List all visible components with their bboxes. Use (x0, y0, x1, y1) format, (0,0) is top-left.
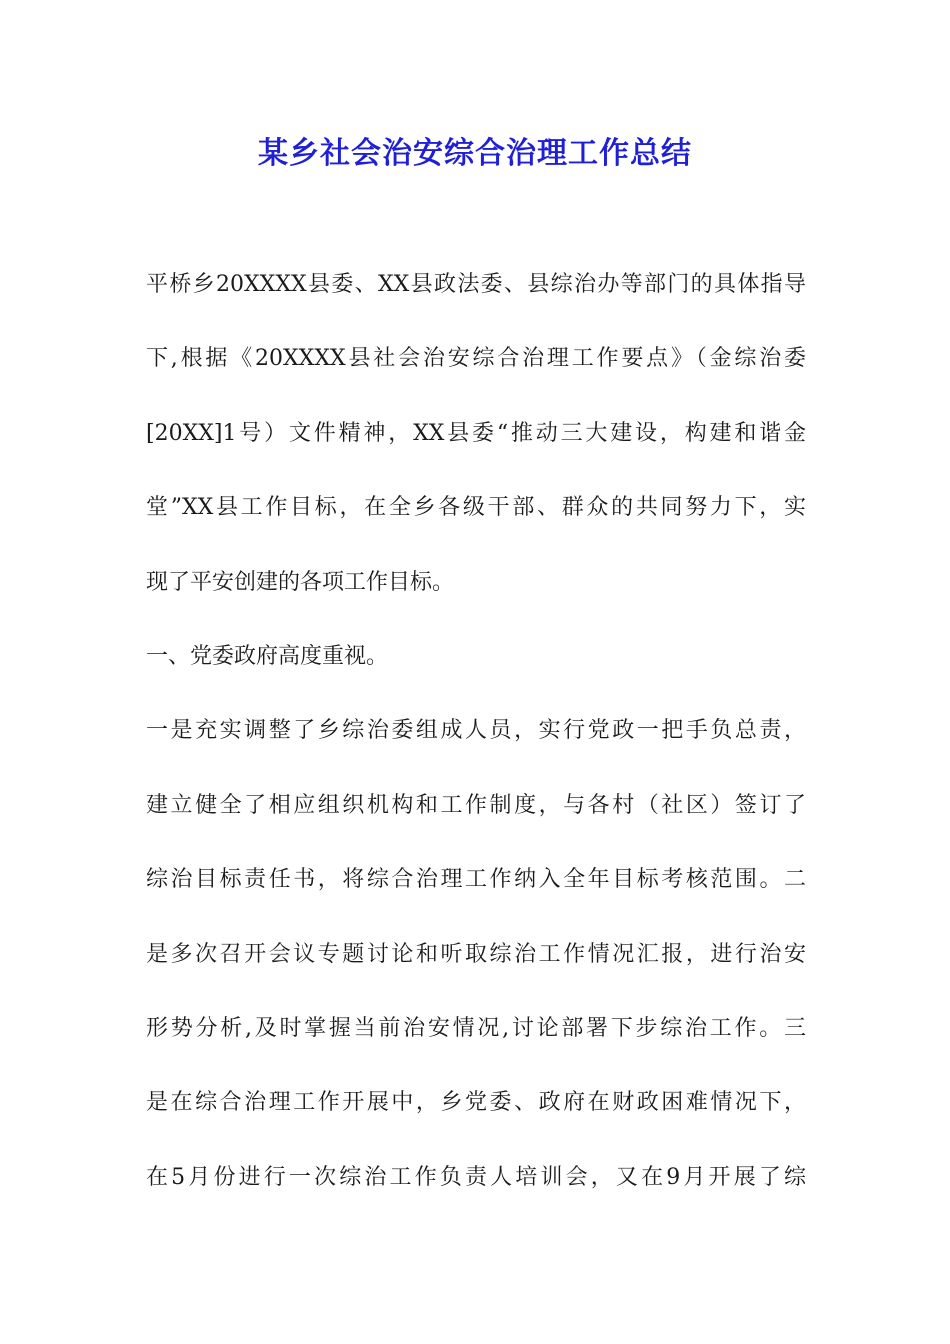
paragraph-line: 形势分析,及时掌握当前治安情况,讨论部署下步综治工作。三 (146, 1016, 806, 1041)
paragraph-line: 堂”XX县工作目标，在全乡各级干部、群众的共同努力下，实 (146, 495, 806, 520)
paragraph-line: 现了平安创建的各项工作目标。 (146, 570, 455, 595)
paragraph-line: 是在综合治理工作开展中，乡党委、政府在财政困难情况下， (146, 1090, 806, 1115)
paragraph-line: 综治目标责任书，将综合治理工作纳入全年目标考核范围。二 (146, 867, 806, 892)
document-title: 某乡社会治安综合治理工作总结 (258, 136, 692, 171)
paragraph-line: 下,根据《20XXXX县社会治安综合治理工作要点》（金综治委 (146, 346, 806, 371)
paragraph-line: 是多次召开会议专题讨论和听取综治工作情况汇报，进行治安 (146, 942, 806, 967)
paragraph-line: 在5月份进行一次综治工作负责人培训会，又在9月开展了综 (146, 1165, 806, 1190)
paragraph-line: 建立健全了相应组织机构和工作制度，与各村（社区）签订了 (146, 793, 806, 818)
paragraph-line: 一是充实调整了乡综治委组成人员，实行党政一把手负总责， (146, 718, 806, 743)
paragraph-line: 平桥乡20XXXX县委、XX县政法委、县综治办等部门的具体指导 (146, 272, 806, 297)
paragraph-line: [20XX]1号）文件精神，XX县委“推动三大建设，构建和谐金 (146, 421, 806, 446)
section-heading: 一、党委政府高度重视。 (146, 644, 389, 669)
